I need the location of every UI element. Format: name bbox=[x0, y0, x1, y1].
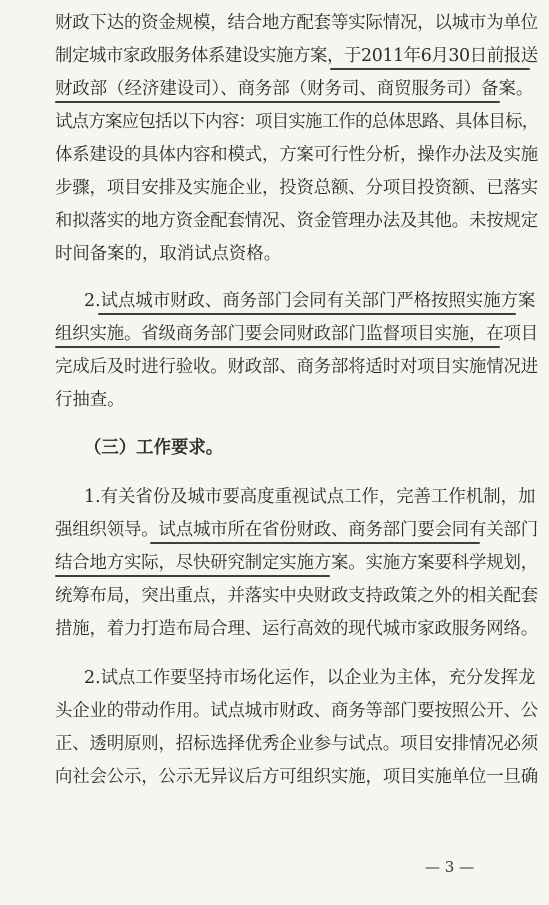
text-line: 行抽查。 bbox=[55, 390, 125, 410]
text-line: 财政下达的资金规模，结合地方配套等实际情况，以城市为单位 bbox=[55, 13, 539, 33]
text-line: 向社会公示，公示无异议后方可组织实施，项目实施单位一旦确 bbox=[55, 767, 539, 787]
pen-underline bbox=[55, 346, 500, 348]
text-line: 步骤，项目安排及实施企业，投资总额、分项目投资额、已落实 bbox=[55, 178, 539, 198]
text-line: 完成后及时进行验收。财政部、商务部将适时对项目实施情况进 bbox=[55, 357, 539, 377]
text-line: 组织实施。省级商务部门要会同财政部门监督项目实施，在项目 bbox=[55, 324, 539, 344]
pen-underline bbox=[98, 313, 516, 315]
text-line: 正、透明原则，招标选择优秀企业参与试点。项目安排情况必须 bbox=[55, 734, 539, 754]
text-line: 措施，着力打造布局合理、运行高效的现代城市家政服务网络。 bbox=[55, 619, 539, 639]
text-line: 时间备案的，取消试点资格。 bbox=[55, 244, 282, 264]
pen-underline bbox=[330, 68, 530, 70]
section-heading: （三）工作要求。 bbox=[84, 438, 224, 458]
text-line: 统筹布局，突出重点，并落实中央财政支持政策之外的相关配套 bbox=[55, 586, 539, 606]
text-line: 1.有关省份及城市要高度重视试点工作，完善工作机制，加 bbox=[84, 487, 536, 507]
text-line: 试点方案应包括以下内容：项目实施工作的总体思路、具体目标， bbox=[55, 112, 539, 132]
pen-underline bbox=[55, 101, 500, 103]
pen-underline bbox=[55, 575, 330, 577]
text-line: 结合地方实际，尽快研究制定实施方案。实施方案要科学规划， bbox=[55, 553, 539, 573]
text-line: 2.试点城市财政、商务部门会同有关部门严格按照实施方案 bbox=[84, 291, 536, 311]
text-line: 体系建设的具体内容和模式，方案可行性分析，操作办法及实施 bbox=[55, 145, 539, 165]
pen-underline bbox=[150, 542, 480, 544]
text-line: 和拟落实的地方资金配套情况、资金管理办法及其他。未按规定 bbox=[55, 211, 539, 231]
text-line: 强组织领导。试点城市所在省份财政、商务部门要会同有关部门 bbox=[55, 520, 539, 540]
text-line: 2.试点工作要坚持市场化运作，以企业为主体，充分发挥龙 bbox=[84, 668, 536, 688]
text-line: 制定城市家政服务体系建设实施方案，于2011年6月30日前报送 bbox=[55, 46, 538, 66]
text-line: 财政部（经济建设司）、商务部（财务司、商贸服务司）备案。 bbox=[55, 79, 534, 99]
page-number: — 3 — bbox=[425, 858, 475, 876]
text-line: 头企业的带动作用。试点城市财政、商务等部门要按照公开、公 bbox=[55, 701, 539, 721]
